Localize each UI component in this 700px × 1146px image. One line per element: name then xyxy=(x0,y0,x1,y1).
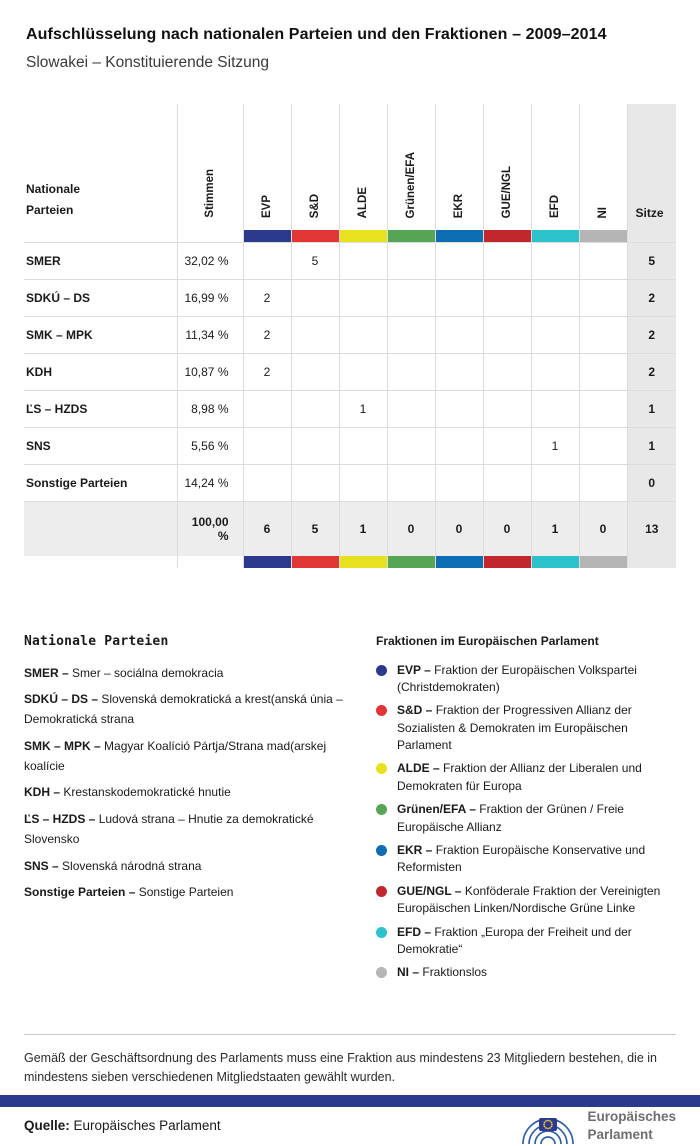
row-ls-hzds xyxy=(24,390,676,427)
seat-cell: 1 xyxy=(339,390,387,427)
stimmen-cell: 10,87 % xyxy=(177,353,243,390)
color-bar-alde xyxy=(339,556,387,568)
party-name-cell: ĽS – HZDS xyxy=(24,390,177,427)
seat-cell xyxy=(483,353,531,390)
seat-cell xyxy=(483,279,531,316)
seat-cell xyxy=(531,316,579,353)
col-header-stimmen: Stimmen xyxy=(177,104,243,230)
party-name-cell: Sonstige Parteien xyxy=(24,464,177,501)
seat-cell xyxy=(291,316,339,353)
page-subtitle: Slowakei – Konstituierende Sitzung xyxy=(26,54,269,71)
row-sns xyxy=(24,427,676,464)
color-bar-ni xyxy=(579,230,627,242)
seat-cell xyxy=(435,464,483,501)
total-seat-cell: 6 xyxy=(243,501,291,556)
page-title: Aufschlüsselung nach nationalen Parteien und den Fraktionen – 2009–2014 xyxy=(26,26,607,43)
seat-cell xyxy=(243,390,291,427)
sitze-cell: 1 xyxy=(627,427,676,464)
row-smer xyxy=(24,242,676,279)
col-header-alde: ALDE xyxy=(339,104,387,230)
total-seat-cell: 1 xyxy=(339,501,387,556)
group-legend-item-gruene-efa: Grünen/EFA – Fraktion der Grünen / Freie Europäische Allianz xyxy=(376,801,676,836)
seat-cell xyxy=(435,353,483,390)
seat-cell xyxy=(243,464,291,501)
party-name-cell: KDH xyxy=(24,353,177,390)
total-seat-cell: 0 xyxy=(435,501,483,556)
seat-cell xyxy=(435,390,483,427)
seat-cell xyxy=(483,242,531,279)
group-legend-item-evp: EVP – Fraktion der Europäischen Volkspartei (Christdemokraten) xyxy=(376,662,676,697)
seat-cell: 2 xyxy=(243,353,291,390)
total-stimmen-cell: 100,00 % xyxy=(177,501,243,556)
party-legend-item-sdku-ds: SDKÚ – DS – Slovenská demokratická a krest(anská únia – Demokratická strana xyxy=(24,691,343,727)
source-text: Quelle: Europäisches Parlament xyxy=(24,1118,221,1133)
seat-cell xyxy=(339,242,387,279)
seat-cell xyxy=(291,390,339,427)
stimmen-cell: 11,34 % xyxy=(177,316,243,353)
ni-color-dot xyxy=(376,967,387,978)
evp-color-dot xyxy=(376,665,387,676)
seat-cell xyxy=(291,279,339,316)
seat-cell xyxy=(579,316,627,353)
party-legend-item-sns: SNS – Slovenská národná strana xyxy=(24,858,202,873)
sitze-cell: 0 xyxy=(627,464,676,501)
seat-cell xyxy=(531,242,579,279)
seat-cell xyxy=(339,316,387,353)
seat-cell: 2 xyxy=(243,279,291,316)
row-sonstige-parteien xyxy=(24,464,676,501)
party-legend-item-ls-hzds: ĽS – HZDS – Ludová strana – Hnutie za demokratické Slovensko xyxy=(24,811,314,847)
seat-cell xyxy=(339,464,387,501)
group-color-bar-row-bottom xyxy=(24,556,676,568)
col-header-national-parties xyxy=(24,104,177,230)
col-header-sitze: Sitze xyxy=(627,104,676,230)
seat-cell xyxy=(339,279,387,316)
seat-cell: 5 xyxy=(291,242,339,279)
european-parliament-logo xyxy=(519,1106,577,1146)
col-header-gue-ngl: GUE/NGL xyxy=(483,104,531,230)
seat-cell xyxy=(579,242,627,279)
seat-cell xyxy=(483,464,531,501)
color-bar-efd xyxy=(531,230,579,242)
total-seat-cell: 0 xyxy=(579,501,627,556)
european-parliament-logo-block xyxy=(519,1106,676,1146)
seat-cell xyxy=(387,242,435,279)
seat-cell xyxy=(291,353,339,390)
seat-cell: 2 xyxy=(243,316,291,353)
bottom-accent-bar xyxy=(0,1095,700,1107)
seat-cell xyxy=(483,316,531,353)
party-legend-item-smk-mpk: SMK – MPK – Magyar Koalíció Pártja/Strana mad(arskej koalície xyxy=(24,738,327,774)
seat-cell xyxy=(387,390,435,427)
party-legend-item-sonstige: Sonstige Parteien – Sonstige Parteien xyxy=(24,885,234,900)
party-name-cell: SDKÚ – DS xyxy=(24,279,177,316)
seat-cell xyxy=(531,353,579,390)
seat-cell xyxy=(483,427,531,464)
color-bar-gue-ngl xyxy=(483,556,531,568)
gruene-efa-color-dot xyxy=(376,804,387,815)
seat-cell xyxy=(291,464,339,501)
ekr-color-dot xyxy=(376,845,387,856)
seat-cell xyxy=(387,316,435,353)
color-bar-sd xyxy=(291,556,339,568)
seat-cell xyxy=(435,427,483,464)
party-legend-item-kdh: KDH – Krestanskodemokratické hnutie xyxy=(24,785,231,800)
national-parties-legend xyxy=(24,634,376,988)
color-bar-ni xyxy=(579,556,627,568)
national-parties-legend-title: Nationale Parteien xyxy=(24,633,169,649)
total-seat-cell: 0 xyxy=(483,501,531,556)
sitze-cell: 2 xyxy=(627,279,676,316)
political-groups-legend-title: Fraktionen im Europäischen Parlament xyxy=(376,633,599,648)
col-header-evp: EVP xyxy=(243,104,291,230)
source-label: Quelle: xyxy=(24,1118,70,1133)
seat-cell xyxy=(531,390,579,427)
party-name-cell: SMK – MPK xyxy=(24,316,177,353)
row-smk-mpk xyxy=(24,316,676,353)
row-sdku-ds xyxy=(24,279,676,316)
color-bar-efd xyxy=(531,556,579,568)
total-seat-cell: 5 xyxy=(291,501,339,556)
results-table xyxy=(24,104,676,568)
sitze-cell: 2 xyxy=(627,316,676,353)
seat-cell xyxy=(339,353,387,390)
seat-cell xyxy=(387,353,435,390)
sitze-cell: 1 xyxy=(627,390,676,427)
seat-cell xyxy=(243,427,291,464)
seat-cell xyxy=(483,390,531,427)
seat-cell xyxy=(387,427,435,464)
col-header-ekr: EKR xyxy=(435,104,483,230)
logo-wordmark: Europäisches Parlament xyxy=(587,1108,676,1142)
political-groups-legend xyxy=(376,634,676,988)
seat-cell xyxy=(579,427,627,464)
col-header-sd: S&D xyxy=(291,104,339,230)
rules-footnote: Gemäß der Geschäftsordnung des Parlaments muss eine Fraktion aus mindestens 23 Mitgliedern bestehen, die in mindestens sieben verschiedenen Mitgliedstaaten gewählt wurden. xyxy=(24,1034,676,1088)
group-color-bar-row xyxy=(24,230,676,242)
seat-cell xyxy=(531,464,579,501)
source-row xyxy=(24,1106,676,1146)
seat-cell xyxy=(579,279,627,316)
color-bar-evp xyxy=(243,230,291,242)
color-bar-alde xyxy=(339,230,387,242)
party-legend-item-smer: SMER – Smer – sociálna demokracia xyxy=(24,665,224,680)
party-name-cell: SMER xyxy=(24,242,177,279)
group-legend-item-ekr: EKR – Fraktion Europäische Konservative und Reformisten xyxy=(376,842,676,877)
group-legend-item-ni: NI – Fraktionslos xyxy=(376,964,676,981)
color-bar-gruene-efa xyxy=(387,230,435,242)
color-bar-sd xyxy=(291,230,339,242)
group-legend-item-gue-ngl: GUE/NGL – Konföderale Fraktion der Vereinigten Europäischen Linken/Nordische Grüne Linke xyxy=(376,883,676,918)
sitze-cell: 2 xyxy=(627,353,676,390)
seat-cell xyxy=(339,427,387,464)
total-sitze-cell: 13 xyxy=(627,501,676,556)
seat-cell xyxy=(387,279,435,316)
stimmen-cell: 32,02 % xyxy=(177,242,243,279)
efd-color-dot xyxy=(376,927,387,938)
seat-cell xyxy=(579,464,627,501)
seat-cell xyxy=(435,242,483,279)
color-bar-gruene-efa xyxy=(387,556,435,568)
seat-cell xyxy=(387,464,435,501)
alde-color-dot xyxy=(376,763,387,774)
seat-cell xyxy=(579,353,627,390)
color-bar-ekr xyxy=(435,556,483,568)
stimmen-cell: 14,24 % xyxy=(177,464,243,501)
row-total xyxy=(24,501,676,556)
seat-cell xyxy=(291,427,339,464)
legends-section xyxy=(24,634,676,988)
party-name-cell: SNS xyxy=(24,427,177,464)
seat-cell xyxy=(435,316,483,353)
seat-cell xyxy=(243,242,291,279)
stimmen-cell: 5,56 % xyxy=(177,427,243,464)
col-header-national-parties-label: Nationale Parteien xyxy=(26,182,81,217)
sitze-cell: 5 xyxy=(627,242,676,279)
gue-ngl-color-dot xyxy=(376,886,387,897)
color-bar-evp xyxy=(243,556,291,568)
group-legend-item-efd: EFD – Fraktion „Europa der Freiheit und der Demokratie“ xyxy=(376,924,676,959)
stimmen-cell: 16,99 % xyxy=(177,279,243,316)
total-seat-cell: 1 xyxy=(531,501,579,556)
seat-cell xyxy=(531,279,579,316)
row-kdh xyxy=(24,353,676,390)
col-header-gruene-efa: Grünen/EFA xyxy=(387,104,435,230)
seat-cell xyxy=(579,390,627,427)
group-legend-item-sd: S&D – Fraktion der Progressiven Allianz der Sozialisten & Demokraten im Europäischen Parlament xyxy=(376,702,676,754)
sd-color-dot xyxy=(376,705,387,716)
group-legend-item-alde: ALDE – Fraktion der Allianz der Liberalen und Demokraten für Europa xyxy=(376,760,676,795)
color-bar-gue-ngl xyxy=(483,230,531,242)
total-seat-cell: 0 xyxy=(387,501,435,556)
col-header-ni: NI xyxy=(579,104,627,230)
table-header-row xyxy=(24,104,676,230)
color-bar-ekr xyxy=(435,230,483,242)
stimmen-cell: 8,98 % xyxy=(177,390,243,427)
col-header-efd: EFD xyxy=(531,104,579,230)
seat-cell: 1 xyxy=(531,427,579,464)
seat-cell xyxy=(435,279,483,316)
